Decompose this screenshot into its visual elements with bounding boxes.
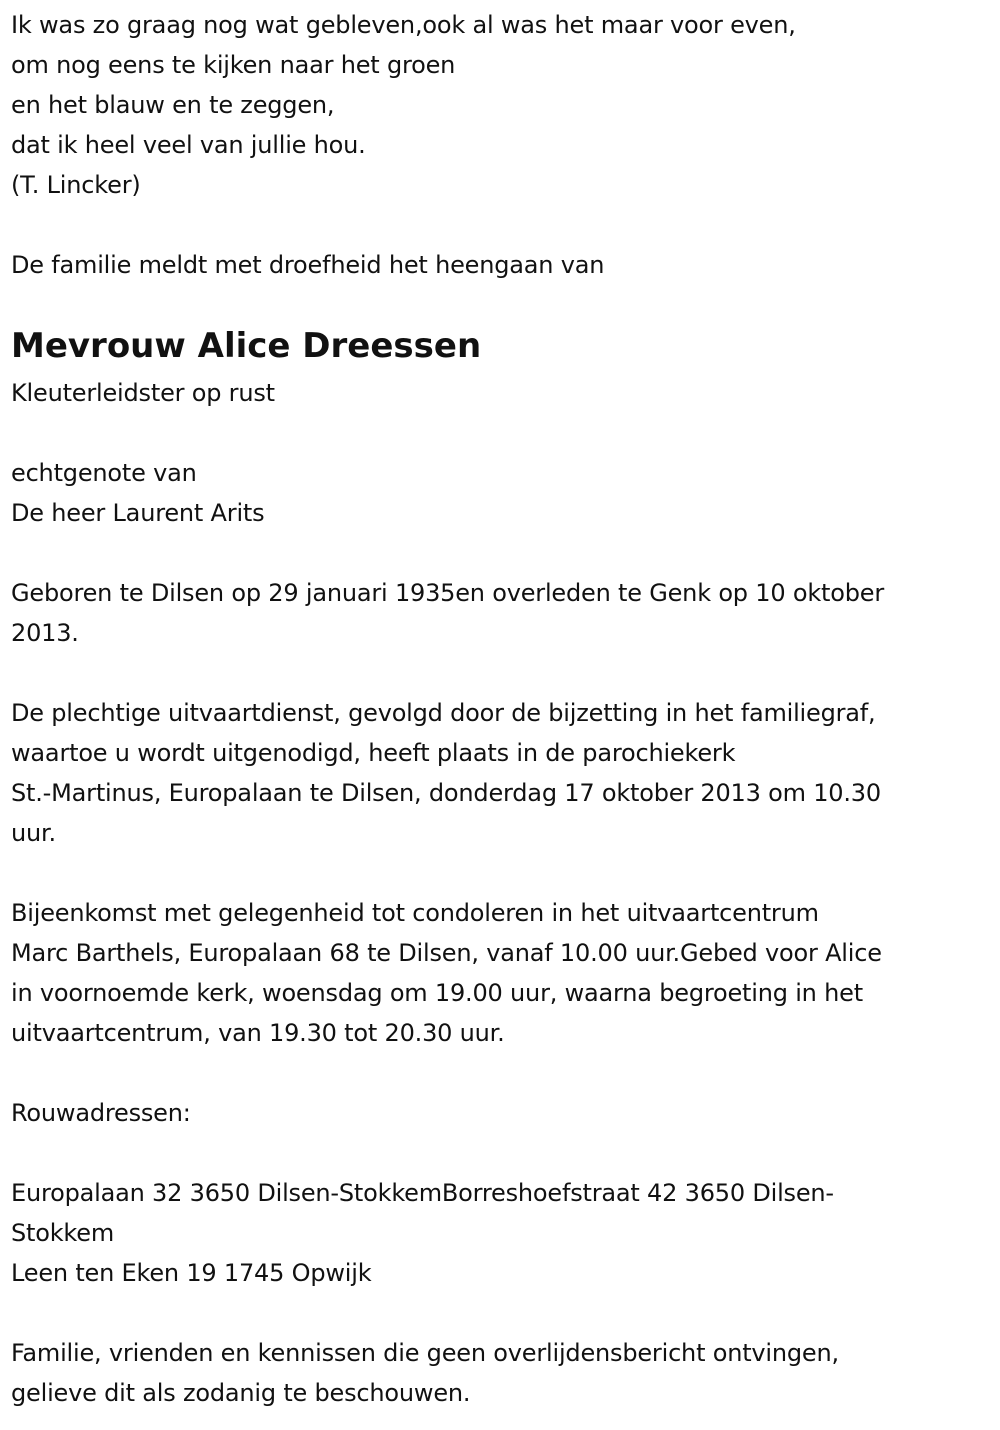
addresses-heading: Rouwadressen:: [11, 1099, 191, 1127]
paragraph-line: Geboren te Dilsen op 29 januari 1935en overleden te Genk op 10 oktober: [11, 579, 884, 607]
paragraph-line: Bijeenkomst met gelegenheid tot condoleren in het uitvaartcentrum: [11, 899, 819, 927]
address-line: Stokkem: [11, 1219, 115, 1247]
addresses-list: [11, 1173, 996, 1293]
paragraph-line: in voornoemde kerk, woensdag om 19.00 uur, waarna begroeting in het: [11, 979, 863, 1007]
occupation: Kleuterleidster op rust: [11, 379, 275, 407]
poem: [11, 5, 996, 205]
paragraph-line: Familie, vrienden en kennissen die geen overlijdensbericht ontvingen,: [11, 1339, 839, 1367]
poem-author: (T. Lincker): [11, 171, 141, 199]
spacer: [11, 1293, 996, 1333]
paragraph-line: gelieve dit als zodanig te beschouwen.: [11, 1379, 471, 1407]
spacer: [11, 1133, 996, 1173]
paragraph-line: St.-Martinus, Europalaan te Dilsen, donderdag 17 oktober 2013 om 10.30: [11, 779, 881, 807]
spacer: [11, 205, 996, 245]
poem-line: om nog eens te kijken naar het groen: [11, 51, 456, 79]
deceased-name: Mevrouw Alice Dreessen: [11, 326, 482, 366]
obituary-document: [11, 5, 996, 1413]
funeral-paragraph: [11, 693, 996, 853]
closing-paragraph: [11, 1333, 996, 1413]
spacer: [11, 533, 996, 573]
address-line: Leen ten Eken 19 1745 Opwijk: [11, 1259, 372, 1287]
paragraph-line: Marc Barthels, Europalaan 68 te Dilsen, vanaf 10.00 uur.Gebed voor Alice: [11, 939, 882, 967]
paragraph-line: 2013.: [11, 619, 79, 647]
paragraph-line: uur.: [11, 819, 56, 847]
intro-text: De familie meldt met droefheid het heengaan van: [11, 251, 605, 279]
spacer: [11, 853, 996, 893]
spacer: [11, 1053, 996, 1093]
gathering-paragraph: [11, 893, 996, 1053]
paragraph-line: waartoe u wordt uitgenodigd, heeft plaats in de parochiekerk: [11, 739, 736, 767]
poem-line: en het blauw en te zeggen,: [11, 91, 335, 119]
birth-death-paragraph: [11, 573, 996, 653]
paragraph-line: uitvaartcentrum, van 19.30 tot 20.30 uur.: [11, 1019, 505, 1047]
poem-line: Ik was zo graag nog wat gebleven,ook al was het maar voor even,: [11, 11, 796, 39]
spacer: [11, 653, 996, 693]
paragraph-line: De plechtige uitvaartdienst, gevolgd door de bijzetting in het familiegraf,: [11, 699, 876, 727]
spouse-relation: echtgenote van: [11, 459, 197, 487]
spouse-name: De heer Laurent Arits: [11, 499, 265, 527]
spacer: [11, 413, 996, 453]
address-line: Europalaan 32 3650 Dilsen-StokkemBorreshoefstraat 42 3650 Dilsen-: [11, 1179, 834, 1207]
poem-line: dat ik heel veel van jullie hou.: [11, 131, 366, 159]
